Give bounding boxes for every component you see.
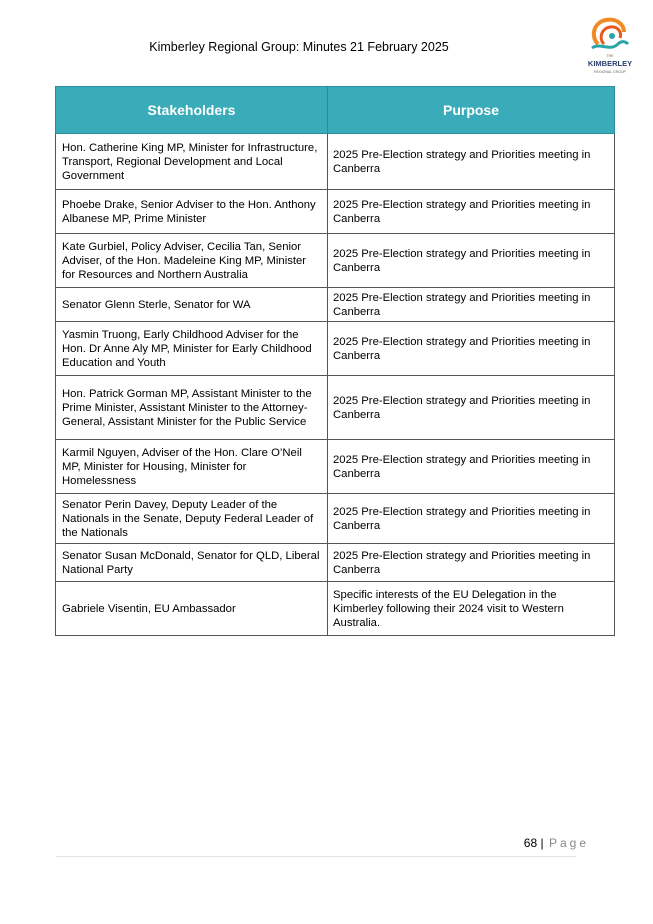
page-label: Page (548, 836, 589, 850)
footer-divider (56, 856, 576, 857)
logo-text: KIMBERLEY (587, 59, 633, 68)
kimberley-logo (584, 14, 636, 74)
purpose-cell: 2025 Pre-Election strategy and Priorities meeting in Canberra (328, 190, 615, 234)
table-row (56, 440, 615, 494)
stakeholder-cell: Kate Gurbiel, Policy Adviser, Cecilia Tan, Senior Adviser, of the Hon. Madeleine King MP, Minister for Resources and Northern Australia (56, 234, 328, 288)
purpose-cell: 2025 Pre-Election strategy and Priorities meeting in Canberra (328, 376, 615, 440)
table-row (56, 582, 615, 636)
purpose-cell: Specific interests of the EU Delegation in the Kimberley following their 2024 visit to Western Australia. (328, 582, 615, 636)
kimberley-logo-icon (584, 14, 636, 54)
page-header-title: Kimberley Regional Group: Minutes 21 February 2025 (149, 40, 449, 54)
table-row (56, 322, 615, 376)
table-row (56, 376, 615, 440)
table-row (56, 494, 615, 544)
column-header-stakeholders: Stakeholders (56, 87, 328, 134)
purpose-cell: 2025 Pre-Election strategy and Priorities meeting in Canberra (328, 134, 615, 190)
purpose-cell: 2025 Pre-Election strategy and Priorities meeting in Canberra (328, 322, 615, 376)
table-row (56, 544, 615, 582)
table-row (56, 288, 615, 322)
stakeholder-cell: Yasmin Truong, Early Childhood Adviser for the Hon. Dr Anne Aly MP, Minister for Early Childhood Education and Youth (56, 322, 328, 376)
page-footer (524, 836, 589, 850)
page-number: 68 (523, 836, 538, 850)
table-row (56, 190, 615, 234)
purpose-cell: 2025 Pre-Election strategy and Priorities meeting in Canberra (328, 234, 615, 288)
purpose-cell: 2025 Pre-Election strategy and Priorities meeting in Canberra (328, 494, 615, 544)
stakeholder-cell: Karmil Nguyen, Adviser of the Hon. Clare O’Neil MP, Minister for Housing, Minister for Homelessness (56, 440, 328, 494)
stakeholder-cell: Phoebe Drake, Senior Adviser to the Hon. Anthony Albanese MP, Prime Minister (56, 190, 328, 234)
purpose-cell: 2025 Pre-Election strategy and Priorities meeting in Canberra (328, 440, 615, 494)
stakeholder-cell: Hon. Patrick Gorman MP, Assistant Minister to the Prime Minister, Assistant Minister to the Attorney-General, Assistant Minister for the Public Service (56, 376, 328, 440)
stakeholders-table (55, 86, 615, 636)
page-separator: | (540, 836, 544, 850)
table-header-row (56, 87, 615, 134)
stakeholder-cell: Senator Perin Davey, Deputy Leader of the Nationals in the Senate, Deputy Federal Leader of the Nationals (56, 494, 328, 544)
table-row (56, 134, 615, 190)
purpose-cell: 2025 Pre-Election strategy and Priorities meeting in Canberra (328, 544, 615, 582)
stakeholder-cell: Senator Glenn Sterle, Senator for WA (56, 288, 328, 322)
stakeholder-cell: Hon. Catherine King MP, Minister for Infrastructure, Transport, Regional Development and Local Government (56, 134, 328, 190)
purpose-cell: 2025 Pre-Election strategy and Priorities meeting in Canberra (328, 288, 615, 322)
logo-subtext: REGIONAL GROUP (594, 70, 626, 74)
stakeholder-cell: Senator Susan McDonald, Senator for QLD, Liberal National Party (56, 544, 328, 582)
column-header-purpose: Purpose (328, 87, 615, 134)
table-row (56, 234, 615, 288)
logo-pre-text: THE (606, 54, 614, 58)
stakeholder-cell: Gabriele Visentin, EU Ambassador (56, 582, 328, 636)
